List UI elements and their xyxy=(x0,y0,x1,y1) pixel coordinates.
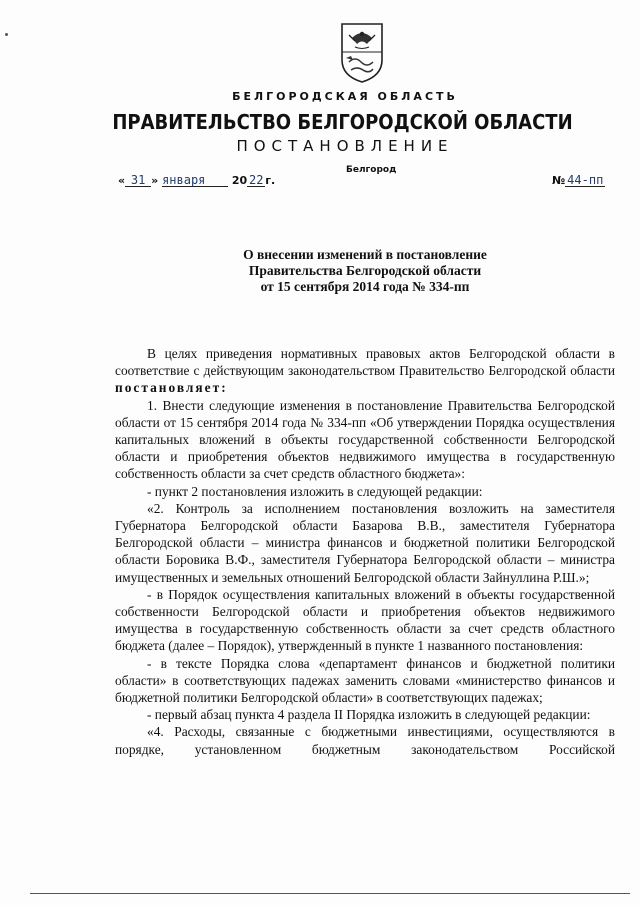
body-paragraph-1: 1. Внести следующие изменения в постановление Правительства Белгородской области от 15 сентября 2014 года № 334-пп «Об утверждении Порядка осуществления капитальных вложений в объекты государственной собственности Белгородской области и приобретения объектов недвижимого имущества в государственную собственность области за счет средств областного бюджета»: xyxy=(115,397,615,482)
body-paragraph-preamble xyxy=(115,345,615,397)
city-label: Белгород xyxy=(346,165,397,175)
page-bottom-rule xyxy=(30,893,630,894)
decree-date xyxy=(118,174,275,187)
body-paragraph-6: - первый абзац пункта 4 раздела II Порядка изложить в следующей редакции: xyxy=(147,707,591,723)
body-paragraph-4: - в Порядок осуществления капитальных вложений в объекты государственной собственности Белгородской области и приобретения объектов недвижимого имущества в государственную собственность области за счет средств областного бюджета (далее – Порядок), утвержденный в пункте 1 названного постановления: xyxy=(115,586,615,654)
date-day: 31 xyxy=(125,174,151,187)
date-close-quote: » xyxy=(151,174,159,187)
body-paragraph-5: - в тексте Порядка слова «департамент финансов и бюджетной политики области» в соответствующих падежах заменить словами «министерство финансов и бюджетной политики Белгородской области» в соответствующих падежах; xyxy=(115,655,615,706)
date-year-suffix: 22 xyxy=(248,173,264,187)
body-paragraph-7: «4. Расходы, связанные с бюджетными инвестициями, осуществляются в порядке, установленном бюджетным законодательством Российской xyxy=(115,724,615,757)
body-paragraph-2: - пункт 2 постановления изложить в следующей редакции: xyxy=(147,483,483,499)
government-heading: ПРАВИТЕЛЬСТВО БЕЛГОРОДСКОЙ ОБЛАСТИ xyxy=(112,110,573,134)
title-line-3: от 15 сентября 2014 года № 334-пп xyxy=(260,279,470,294)
coat-of-arms-emblem xyxy=(339,22,385,84)
document-type-heading: ПОСТАНОВЛЕНИЕ xyxy=(236,137,454,155)
resolves-keyword: постановляет: xyxy=(115,380,228,396)
number-label: № xyxy=(552,174,566,187)
decree-body xyxy=(115,345,615,758)
date-month: января xyxy=(162,174,228,187)
margin-mark xyxy=(5,33,8,36)
body-paragraph-3: «2. Контроль за исполнением постановления возложить на заместителя Губернатора Белгородской области Базарова В.В., заместителя Губернатора Белгородской области – министра финансов и бюджетной политики Белгородской области Боровика В.Ф., заместителя Губернатора Белгородской области – министра имущественных и земельных отношений Белгородской области Зайнуллина Р.Ш.»; xyxy=(115,500,615,585)
region-heading: БЕЛГОРОДСКАЯ ОБЛАСТЬ xyxy=(232,90,458,103)
title-line-2: Правительства Белгородской области xyxy=(248,263,482,278)
preamble-text: В целях приведения нормативных правовых актов Белгородской области в соответствие с действующим законодательством Правительство Белгородской области xyxy=(115,346,615,379)
decree-title xyxy=(150,247,580,295)
decree-number xyxy=(552,174,605,187)
title-line-1: О внесении изменений в постановление xyxy=(243,247,487,262)
date-year-abbr: г. xyxy=(265,174,276,187)
date-open-quote: « xyxy=(118,174,126,187)
date-year-prefix: 20 xyxy=(231,174,248,187)
number-value: 44-пп xyxy=(567,173,604,187)
